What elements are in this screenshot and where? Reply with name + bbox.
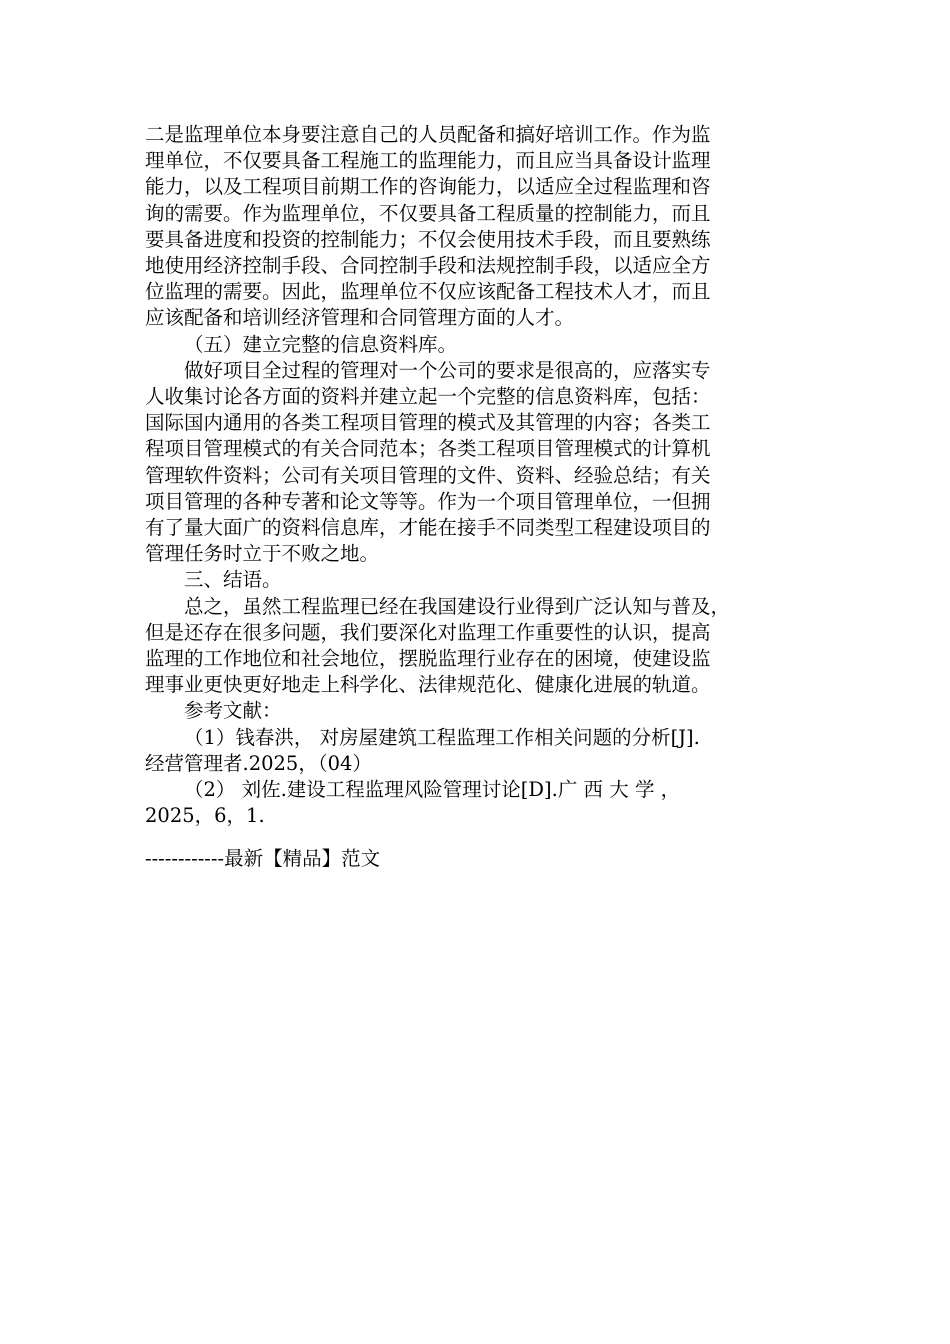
paragraph-conclusion bbox=[145, 594, 810, 699]
reference-1 bbox=[145, 725, 810, 777]
text-line: 项目管理的各种专著和论文等等。作为一个项目管理单位，一但拥 bbox=[145, 489, 711, 513]
text-line: 总之，虽然工程监理已经在我国建设行业得到广泛认知与普及， bbox=[184, 594, 731, 618]
text-line: 程项目管理模式的有关合同范本；各类工程项目管理模式的计算机 bbox=[145, 437, 711, 461]
text-line: 询的需要。作为监理单位，不仅要具备工程质量的控制能力，而且 bbox=[145, 201, 711, 225]
footer-label: ------------最新【精品】范文 bbox=[145, 847, 381, 870]
text-line: 有了量大面广的资料信息库，才能在接手不同类型工程建设项目的 bbox=[145, 516, 711, 540]
reference-2 bbox=[145, 777, 810, 829]
text-line: 国际国内通用的各类工程项目管理的模式及其管理的内容；各类工 bbox=[145, 411, 711, 435]
reference-line: 2025，6，1. bbox=[145, 804, 265, 828]
reference-line: 经营管理者.2025，（04） bbox=[145, 751, 372, 775]
text-line: 监理的工作地位和社会地位，摆脱监理行业存在的困境，使建设监 bbox=[145, 647, 711, 671]
reference-line: （2） 刘佐.建设工程监理风险管理讨论[D].广 西 大 学 ， bbox=[184, 778, 681, 802]
text-line: 二是监理单位本身要注意自己的人员配备和搞好培训工作。作为监 bbox=[145, 123, 711, 146]
paragraph-database bbox=[145, 358, 810, 568]
text-line: 管理软件资料；公司有关项目管理的文件、资料、经验总结；有关 bbox=[145, 463, 711, 487]
text-line: 人收集讨论各方面的资料并建立起一个完整的信息资料库，包括： bbox=[145, 385, 711, 409]
text-line: 但是还存在很多问题，我们要深化对监理工作重要性的认识，提高 bbox=[145, 620, 711, 644]
text-line: 理事业更快更好地走上科学化、法律规范化、健康化进展的轨道。 bbox=[145, 673, 711, 697]
section-heading-5: （五）建立完整的信息资料库。 bbox=[184, 332, 458, 356]
text-line: 能力，以及工程项目前期工作的咨询能力，以适应全过程监理和咨 bbox=[145, 175, 711, 199]
text-line: 理单位，不仅要具备工程施工的监理能力，而且应当具备设计监理 bbox=[145, 149, 711, 173]
document-body bbox=[145, 122, 810, 829]
paragraph-staffing bbox=[145, 122, 810, 332]
text-line: 位监理的需要。因此，监理单位不仅应该配备工程技术人才，而且 bbox=[145, 280, 711, 304]
text-line: 应该配备和培训经济管理和合同管理方面的人才。 bbox=[145, 306, 575, 330]
text-line: 做好项目全过程的管理对一个公司的要求是很高的，应落实专 bbox=[184, 358, 711, 382]
reference-line: （1）钱春洪， 对房屋建筑工程监理工作相关问题的分析[J]. bbox=[184, 725, 700, 749]
text-line: 要具备进度和投资的控制能力；不仅会使用技术手段，而且要熟练 bbox=[145, 227, 711, 251]
references-heading: 参考文献： bbox=[184, 699, 282, 723]
text-line: 管理任务时立于不败之地。 bbox=[145, 542, 380, 566]
text-line: 地使用经济控制手段、合同控制手段和法规控制手段，以适应全方 bbox=[145, 254, 711, 278]
section-heading-conclusion: 三、结语。 bbox=[184, 568, 282, 592]
